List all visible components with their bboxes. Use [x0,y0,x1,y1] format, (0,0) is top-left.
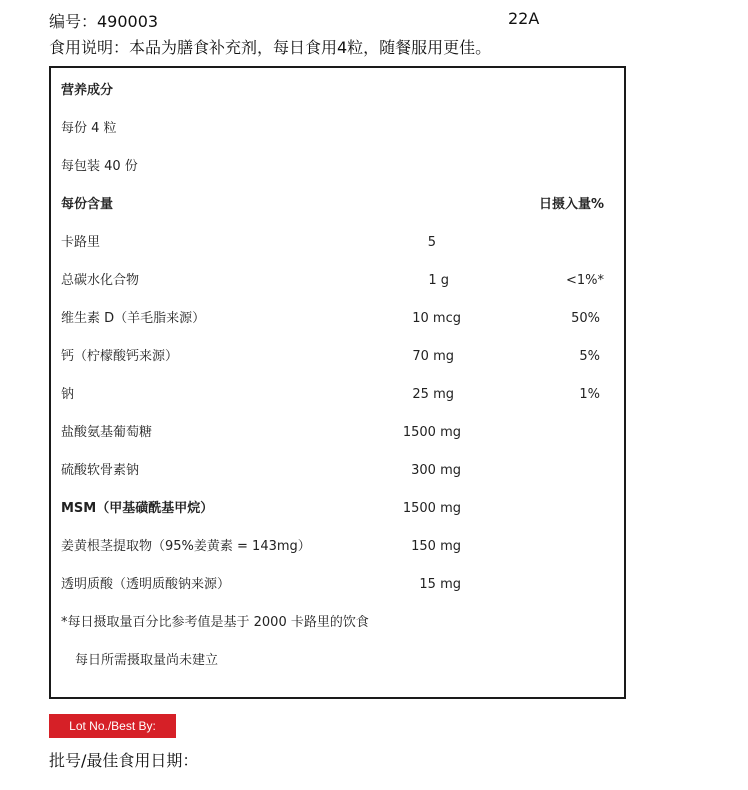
nutrient-name: 透明质酸（透明质酸钠来源） [61,577,231,592]
nutrient-name: MSM（甲基磺酰基甲烷） [61,501,214,516]
nutrient-daily-value: 5% [579,349,600,364]
nutrient-name: 钙（柠檬酸钙来源） [61,349,179,364]
batch-code: 22A [508,9,540,28]
nutrient-name: 盐酸氨基葡萄糖 [61,425,153,440]
amount-per-serving-label: 每份含量 [61,197,114,212]
nutrient-name: 卡路里 [61,235,101,250]
nutrient-amount: 15 mg [419,577,461,592]
panel-title: 营养成分 [61,83,114,98]
nutrient-amount: 1500 mg [402,425,461,440]
serving-size: 每份 4 粒 [61,121,117,136]
nutrient-name: 钠 [61,387,75,402]
footnote-daily-value-not-established: 每日所需摄取量尚未建立 [75,653,219,668]
nutrient-amount: 1500 mg [402,501,461,516]
nutrient-name: 总碳水化合物 [61,273,140,288]
nutrient-name: 硫酸软骨素钠 [61,463,140,478]
servings-per-container: 每包装 40 份 [61,159,138,174]
lot-number-badge: Lot No./Best By: [49,714,176,738]
usage-instructions: 食用说明：本品为膳食补充剂，每日食用4粒，随餐服用更佳。 [49,38,492,57]
nutrient-amount: 5 [427,235,436,250]
daily-value-header: 日摄入量% [538,197,604,212]
nutrient-amount: 300 mg [411,463,461,478]
nutrition-facts-panel [49,66,626,699]
nutrient-amount: 150 mg [411,539,461,554]
nutrient-amount: 25 mg [412,387,454,402]
nutrient-amount: 70 mg [412,349,454,364]
nutrient-amount: 10 mcg [412,311,461,326]
item-number: 编号：490003 [49,12,159,31]
footnote-daily-value-basis: *每日摄取量百分比参考值是基于 2000 卡路里的饮食 [61,615,369,630]
nutrient-daily-value: 1% [579,387,600,402]
nutrient-daily-value: 50% [571,311,600,326]
nutrient-name: 姜黄根茎提取物（95%姜黄素 = 143mg） [61,539,311,554]
nutrient-daily-value: <1%* [565,273,604,288]
lot-best-by-label: 批号/最佳食用日期： [49,751,199,770]
nutrient-amount: 1 g [428,273,449,288]
nutrient-name: 维生素 D（羊毛脂来源） [61,311,206,326]
